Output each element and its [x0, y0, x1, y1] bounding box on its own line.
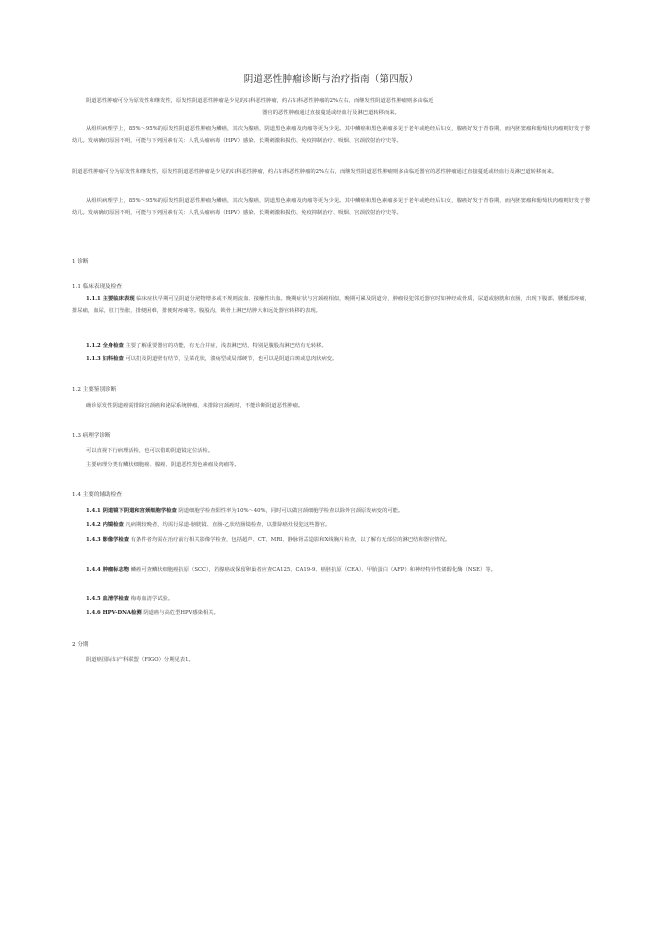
item-text: 梅毒血清学试验。 — [129, 596, 174, 602]
item-text: 临床症状早期可呈阴道分泌物增多或不规则流血、接触性出血。晚期症状与宫颈癌相似，晚期可累及阴道旁，肿瘤侵犯邻近器官时如神经或骨质，尿道或膀胱和直肠，出现下腹部，腰骶部疼痛，排尿痛，血尿，肛门坠胀，排便困难，排便时疼痛等。腹股沟，锁骨上淋巴结肿大和远处器官转移的表现。 — [72, 296, 590, 314]
intro-paragraph-1: 阴道恶性肿瘤可分为原发性和继发性，原发性阴道恶性肿瘤是少见的妇科恶性肿瘤，约占妇科恶性肿瘤的2%左右，而继发性阴道恶性肿瘤则多由临近 — [86, 98, 434, 104]
item-text: 鳞癌可查鳞状细胞癌抗原（SCC），若腺癌或保留卵巢者应查CA125、CA19-9、癌胚抗原（CEA）、甲胎蛋白（AFP）和神经特异性烯醇化酶（NSE）等。 — [129, 567, 496, 573]
item-text: 凡病期较晚者，均需行尿道-膀胱镜、直肠-乙状结肠镜检查，以排除癌灶侵犯这些器官。 — [123, 522, 331, 528]
item-label: 1.4.2 内镜检查 — [86, 522, 124, 528]
section-1-1-2 — [72, 341, 590, 353]
page-title: 阴道恶性肿瘤诊断与治疗指南（第四版） — [243, 74, 419, 85]
intro-paragraph-4: 从组织病理学上，85%～95%的原发性阴道恶性肿瘤为鳞癌，其次为腺癌，阴道黑色素瘤及肉瘤等更为少见。其中鳞癌和黑色素瘤多见于老年或绝经后妇女，腺癌好发于青春期，而内胚窦瘤和葡萄状肉瘤则好发于婴幼儿。发病确切原因不明，可能与下列因素有关：人乳头瘤病毒（HPV）感染、长期刺激和损伤、免疫抑制治疗、吸烟、宫颈放射治疗史等。 — [72, 198, 590, 216]
item-text: 有条件者均需在治疗前行相关影像学检查，包括超声、CT、MRI、静脉肾盂造影和X线胸片检查，以了解有无部位的淋巴结和器官情况。 — [129, 537, 451, 543]
section-2-text: 阴道癌国际妇产科联盟（FIGO）分期见表1。 — [86, 657, 194, 663]
section-1-1-heading: 1.1 临床表现及检查 — [72, 284, 122, 290]
item-text: 可以扪及阴道壁有结节，呈菜花状，溃疡型或局部硬节，也可以是阴道白斑或息肉状病变。 — [123, 356, 338, 362]
item-label: 1.1.2 全身检查 — [86, 343, 124, 349]
section-1-4-6 — [72, 608, 590, 620]
section-1-2-heading: 1.2 主要鉴别诊断 — [72, 387, 117, 393]
item-text: 阴道细胞学检查阳性率为10%～40%，同时可以做宫颈细胞学检查以除外宫颈原发病变的可能。 — [176, 508, 404, 514]
section-1-4-5 — [72, 594, 590, 606]
section-1-2-text: 确诊原发性阴道癌需排除宫颈癌和泌尿系统肿瘤，未排除宫颈癌时，不能诊断阴道恶性肿瘤。 — [86, 403, 304, 409]
section-1-heading: 1 诊断 — [72, 259, 89, 265]
section-1-3-heading: 1.3 病理学诊断 — [72, 433, 111, 439]
item-label: 1.1.3 妇科检查 — [86, 356, 124, 362]
item-label: 1.1.1 主要临床表现 — [86, 296, 135, 302]
section-1-4-heading: 1.4 主要的辅助检查 — [72, 492, 122, 498]
item-label: 1.4.5 血清学检查 — [86, 596, 130, 602]
section-1-1-3 — [72, 354, 590, 366]
item-label: 1.4.3 影像学检查 — [86, 537, 130, 543]
intro-paragraph-2: 从组织病理学上，85%～95%的原发性阴道恶性肿瘤为鳞癌，其次为腺癌，阴道黑色素瘤及肉瘤等更为少见。其中鳞癌和黑色素瘤多见于老年或绝经后妇女，腺癌好发于青春期，而内胚窦瘤和葡萄状肉瘤则好发于婴幼儿。发病确切原因不明，可能与下列因素有关：人乳头瘤病毒（HPV）感染、长期刺激和损伤、免疫抑制治疗、吸烟、宫颈放射治疗史等。 — [72, 126, 590, 144]
section-1-4-4 — [72, 565, 590, 577]
section-1-4-2 — [72, 520, 590, 532]
section-2-heading: 2 分期 — [72, 642, 89, 648]
section-1-4-1 — [72, 506, 590, 518]
item-label: 1.4.4 肿瘤标志物 — [86, 567, 130, 573]
item-text: 主要了解重要器官的功能，有无合并症，浅表淋巴结，特别是腹股沟淋巴结有无转移。 — [123, 343, 327, 349]
item-text: 阴道癌与高危型HPV感染相关。 — [141, 610, 219, 616]
section-1-3-text-1: 可以直视下行病理活检，也可以借助阴道镜定位活检。 — [86, 448, 214, 454]
item-label: 1.4.6 HPV-DNA检测 — [86, 610, 142, 616]
section-1-1-1 — [72, 294, 590, 317]
section-1-4-3 — [72, 535, 590, 547]
intro-paragraph-1-continued: 器官的恶性肿瘤通过直接蔓延或经血行及淋巴道转移而来。 — [262, 110, 400, 116]
item-label: 1.4.1 阴道镜下阴道和宫颈细胞学检查 — [86, 508, 177, 514]
intro-paragraph-3: 阴道恶性肿瘤可分为原发性和继发性，原发性阴道恶性肿瘤是少见的妇科恶性肿瘤，约占妇科恶性肿瘤的2%左右，而继发性阴道恶性肿瘤则多由临近器官的恶性肿瘤通过直接蔓延或经血行及淋巴道转移而来。 — [72, 169, 558, 175]
section-1-3-text-2: 主要病理分类有鳞状细胞癌、腺癌、阴道恶性黑色素瘤及肉瘤等。 — [86, 462, 240, 468]
